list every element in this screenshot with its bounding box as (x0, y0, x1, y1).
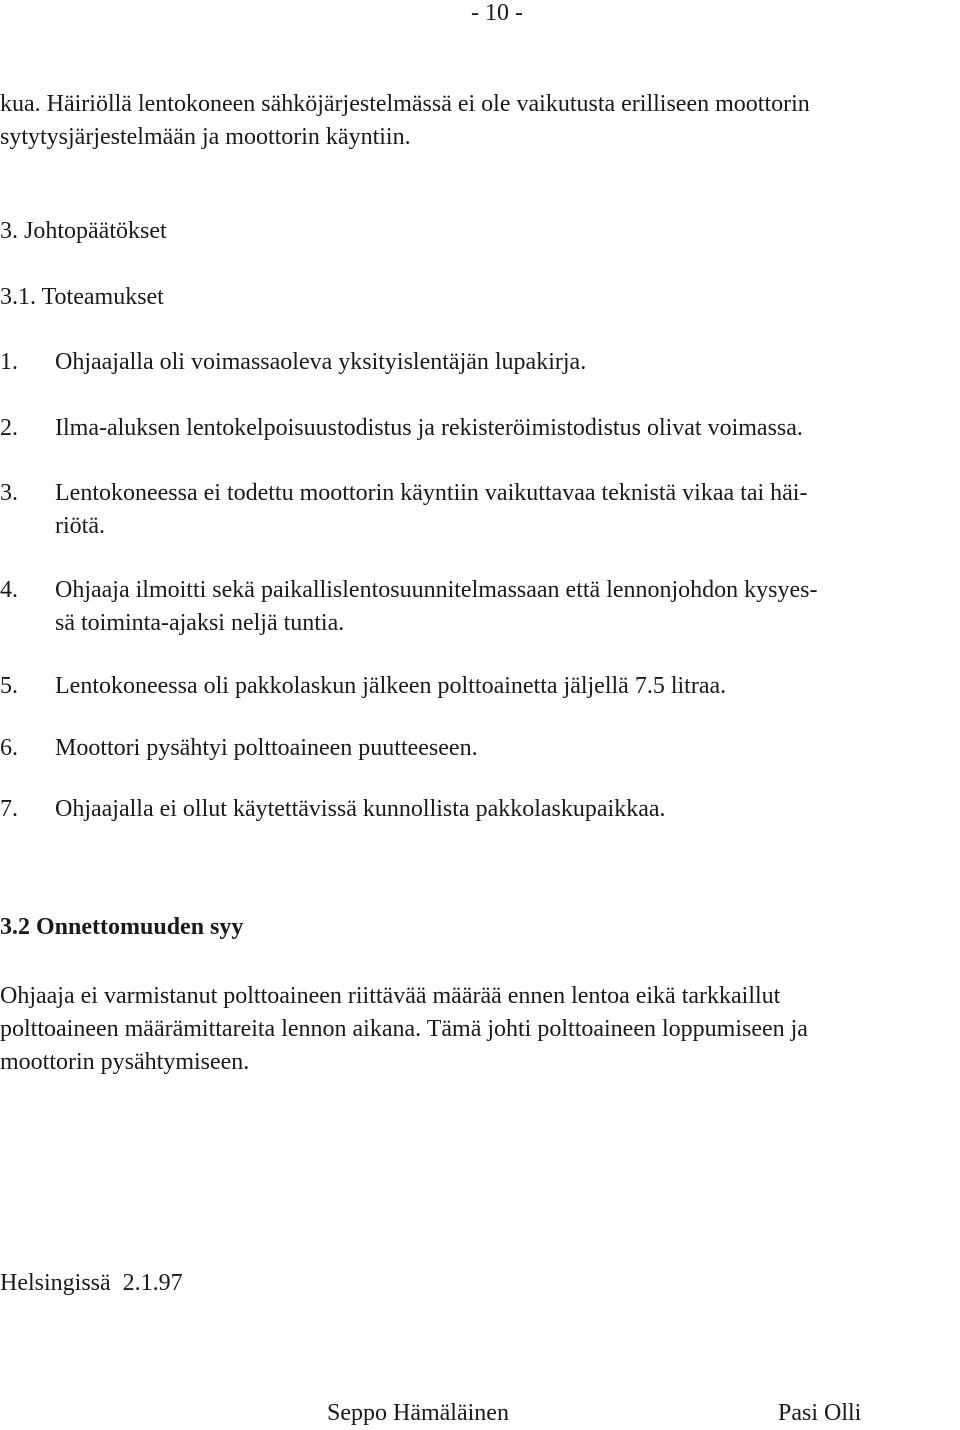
section-heading-conclusions: 3. Johtopäätökset (0, 218, 167, 244)
page-number: - 10 - (471, 0, 523, 26)
cause-line: moottorin pysähtymiseen. (0, 1049, 250, 1075)
signature-name: Seppo Hämäläinen (327, 1400, 509, 1426)
signature-name: Pasi Olli (778, 1400, 862, 1426)
finding-number: 1. (0, 349, 18, 375)
intro-line: sytytysjärjestelmään ja moottorin käyntiin. (0, 124, 411, 150)
finding-text: riötä. (55, 513, 105, 539)
finding-number: 4. (0, 577, 18, 603)
cause-line: polttoaineen määrämittareita lennon aikana. Tämä johti polttoaineen loppumiseen ja (0, 1016, 808, 1042)
finding-number: 6. (0, 735, 18, 761)
finding-text: Ohjaajalla oli voimassaoleva yksityislentäjän lupakirja. (55, 349, 587, 375)
finding-number: 7. (0, 796, 18, 822)
intro-line: kua. Häiriöllä lentokoneen sähköjärjestelmässä ei ole vaikutusta erilliseen moottorin (0, 91, 810, 117)
finding-text: Ohjaaja ilmoitti sekä paikallislentosuunnitelmassaan että lennonjohdon kysyes- (55, 577, 818, 603)
finding-number: 2. (0, 415, 18, 441)
cause-paragraph (0, 980, 808, 1079)
cause-line: Ohjaaja ei varmistanut polttoaineen riittävää määrää ennen lentoa eikä tarkkaillut (0, 983, 781, 1009)
section-heading-cause: 3.2 Onnettomuuden syy (0, 914, 244, 940)
section-heading-findings: 3.1. Toteamukset (0, 284, 164, 310)
finding-text: Lentokoneessa ei todettu moottorin käyntiin vaikuttavaa teknistä vikaa tai häi- (55, 480, 808, 506)
finding-number: 3. (0, 480, 18, 506)
place-date: Helsingissä 2.1.97 (0, 1270, 183, 1296)
finding-text: Moottori pysähtyi polttoaineen puutteeseen. (55, 735, 478, 761)
finding-text: sä toiminta-ajaksi neljä tuntia. (55, 610, 345, 636)
finding-text: Ohjaajalla ei ollut käytettävissä kunnollista pakkolaskupaikkaa. (55, 796, 666, 822)
finding-text: Ilma-aluksen lentokelpoisuustodistus ja rekisteröimistodistus olivat voimassa. (55, 415, 803, 441)
finding-text: Lentokoneessa oli pakkolaskun jälkeen polttoainetta jäljellä 7.5 litraa. (55, 673, 727, 699)
finding-number: 5. (0, 673, 18, 699)
intro-paragraph (0, 88, 958, 154)
